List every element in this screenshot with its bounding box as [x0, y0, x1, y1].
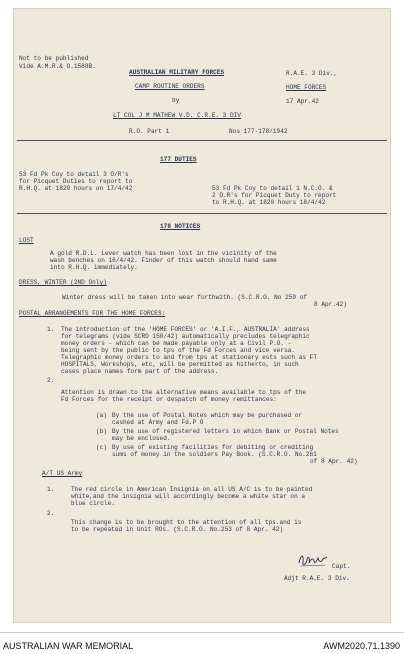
postal-item1-line-1: The introduction of the 'HOME FORCES' or 'A.I.F., AUSTRALIA' address [61, 326, 310, 333]
postal-item1-line-2: for telegrams (vide SCRO 150/42) automatically precludes telegraphic [61, 333, 310, 340]
us-item2-num: 2. [47, 510, 55, 517]
dress-line-1: Winter dress will be taken into wear forthwith. (S.C.R.O. No 259 of [62, 294, 308, 301]
postal-item2-line-1: Attention is drawn to the alternative means available to tps of the [61, 389, 307, 396]
postal-heading: POSTAL ARRANGEMENTS FOR THE HOME FORCES: [19, 310, 166, 317]
order-numbers: Nos 177-178/1942 [229, 128, 288, 135]
dress-heading: DRESS, WINTER (2ND Only) [19, 279, 107, 286]
us-item1-line-2: white,and the insignia will accordingly become a white star on a [71, 493, 306, 500]
order-part: R.O. Part 1 [129, 128, 170, 135]
postal-sub-c-line-2: sums of money in the soldiers Pay Book. (S.C.R.O. No.261 [112, 451, 317, 458]
postal-sub-a-line-1: By the use of Postal Notes which may be purchased or [112, 412, 303, 419]
order-date: 17 Apr.42 [286, 98, 319, 105]
postal-sub-b-label: (b) [96, 428, 107, 435]
handwritten-signature [298, 551, 328, 569]
duties-left-2: for Picquet Duties to report to [19, 178, 133, 185]
duties-left-3: R.H.Q. at 1820 hours on 17/4/42 [19, 185, 133, 192]
us-item1-num: 1. [47, 486, 55, 493]
footer-institution: AUSTRALIAN WAR MEMORIAL [3, 641, 134, 651]
unit-designation: R.A.E. 3 Div., [286, 70, 338, 77]
us-item2-line-1: This change is to be brought to the attention of all tps.and is [71, 519, 302, 526]
publication-note-line-2: Vide A.M.R.& O.1588B. [19, 63, 96, 70]
us-item1-line-1: The red circle in American Insignia on all US A/C is to be painted [71, 486, 313, 493]
duties-right-2: 2 O.R's for Picquet Duty to report [212, 192, 337, 199]
archive-footer [0, 632, 404, 654]
lost-line-2: wash benches on 16/4/42. Finder of this watch should hand same [50, 257, 277, 264]
header-divider [17, 140, 387, 141]
duties-divider [17, 213, 387, 214]
postal-sub-c-line-1: By use of existing facilities for debiting or crediting [112, 444, 314, 451]
publication-note-line-1: Not to be published [19, 55, 89, 62]
postal-item2-line-2: Fd Forces for the receipt or despatch of money remittances: [61, 396, 277, 403]
lost-line-3: into R.H.Q. immediately. [50, 264, 138, 271]
postal-sub-b-line-2: may be enclosed. [112, 435, 171, 442]
us-item1-line-3: blue circle. [71, 500, 115, 507]
signature-rank: Capt. [332, 563, 351, 570]
location: HOME FORCES [286, 84, 327, 91]
postal-item1-line-7: cases place names form part of the address. [61, 368, 219, 375]
orders-by: by [172, 97, 180, 104]
signature-title: Adjt R.A.E. 3 Div. [284, 575, 350, 582]
postal-item1-line-6: HOSPITALS, Workshops, etc, will be permitted as hitherto, in such [61, 361, 299, 368]
duties-right-3: to R.H.Q. at 1820 hours 18/4/42 [212, 199, 326, 206]
postal-item1-line-5: Telegraphic money orders to and from tps at stationary ests such as FT [61, 354, 317, 361]
postal-sub-b-line-1: By the use of registered letters in which Bank or Postal Notes [112, 428, 339, 435]
us-item2-line-2: to be repeated in Unit ROs. (S.C.R.O. No.253 of 8 Apr. 42) [71, 526, 284, 533]
footer-accession-number: AWM2020.71.1390 [323, 641, 400, 651]
lost-line-1: A gold R.D.L. Lever watch has been lost in the vicinity of the [50, 250, 277, 257]
dress-line-2: 8 Apr.42) [314, 301, 347, 308]
postal-item1-line-4: being sent by the public to tps of the Fd Forces and vice versa. [61, 347, 296, 354]
us-army-heading: A/T US Army [42, 470, 83, 477]
duties-right-1: 53 Fd Pk Coy to detail 1 N.C.O. & [212, 185, 333, 192]
postal-sub-a-line-2: cashed at Army and Fd.P O [112, 419, 204, 426]
postal-sub-c-label: (c) [96, 444, 107, 451]
duties-left-1: 53 Fd Pk Coy to detail 3 O/R's [19, 171, 129, 178]
orders-title: CAMP ROUTINE ORDERS [135, 83, 205, 90]
document-page [14, 9, 390, 622]
postal-item1-num: 1. [47, 326, 55, 333]
postal-sub-a-label: (a) [96, 412, 107, 419]
postal-item2-num: 2. [47, 377, 55, 384]
org-title: AUSTRALIAN MILITARY FORCES [129, 69, 225, 76]
postal-sub-c-line-3: of 8 Apr. 42) [310, 458, 358, 465]
commander-line: LT COL J M MATHEW V.D. C.R.E. 3 DIV [113, 112, 241, 119]
postal-item1-line-3: money orders - which can be made payable only at a Civil P.O. - [61, 340, 292, 347]
notices-heading: 178 NOTICES [160, 223, 201, 230]
duties-heading: 177 DUTIES [160, 156, 197, 163]
lost-heading: LOST [19, 237, 34, 244]
